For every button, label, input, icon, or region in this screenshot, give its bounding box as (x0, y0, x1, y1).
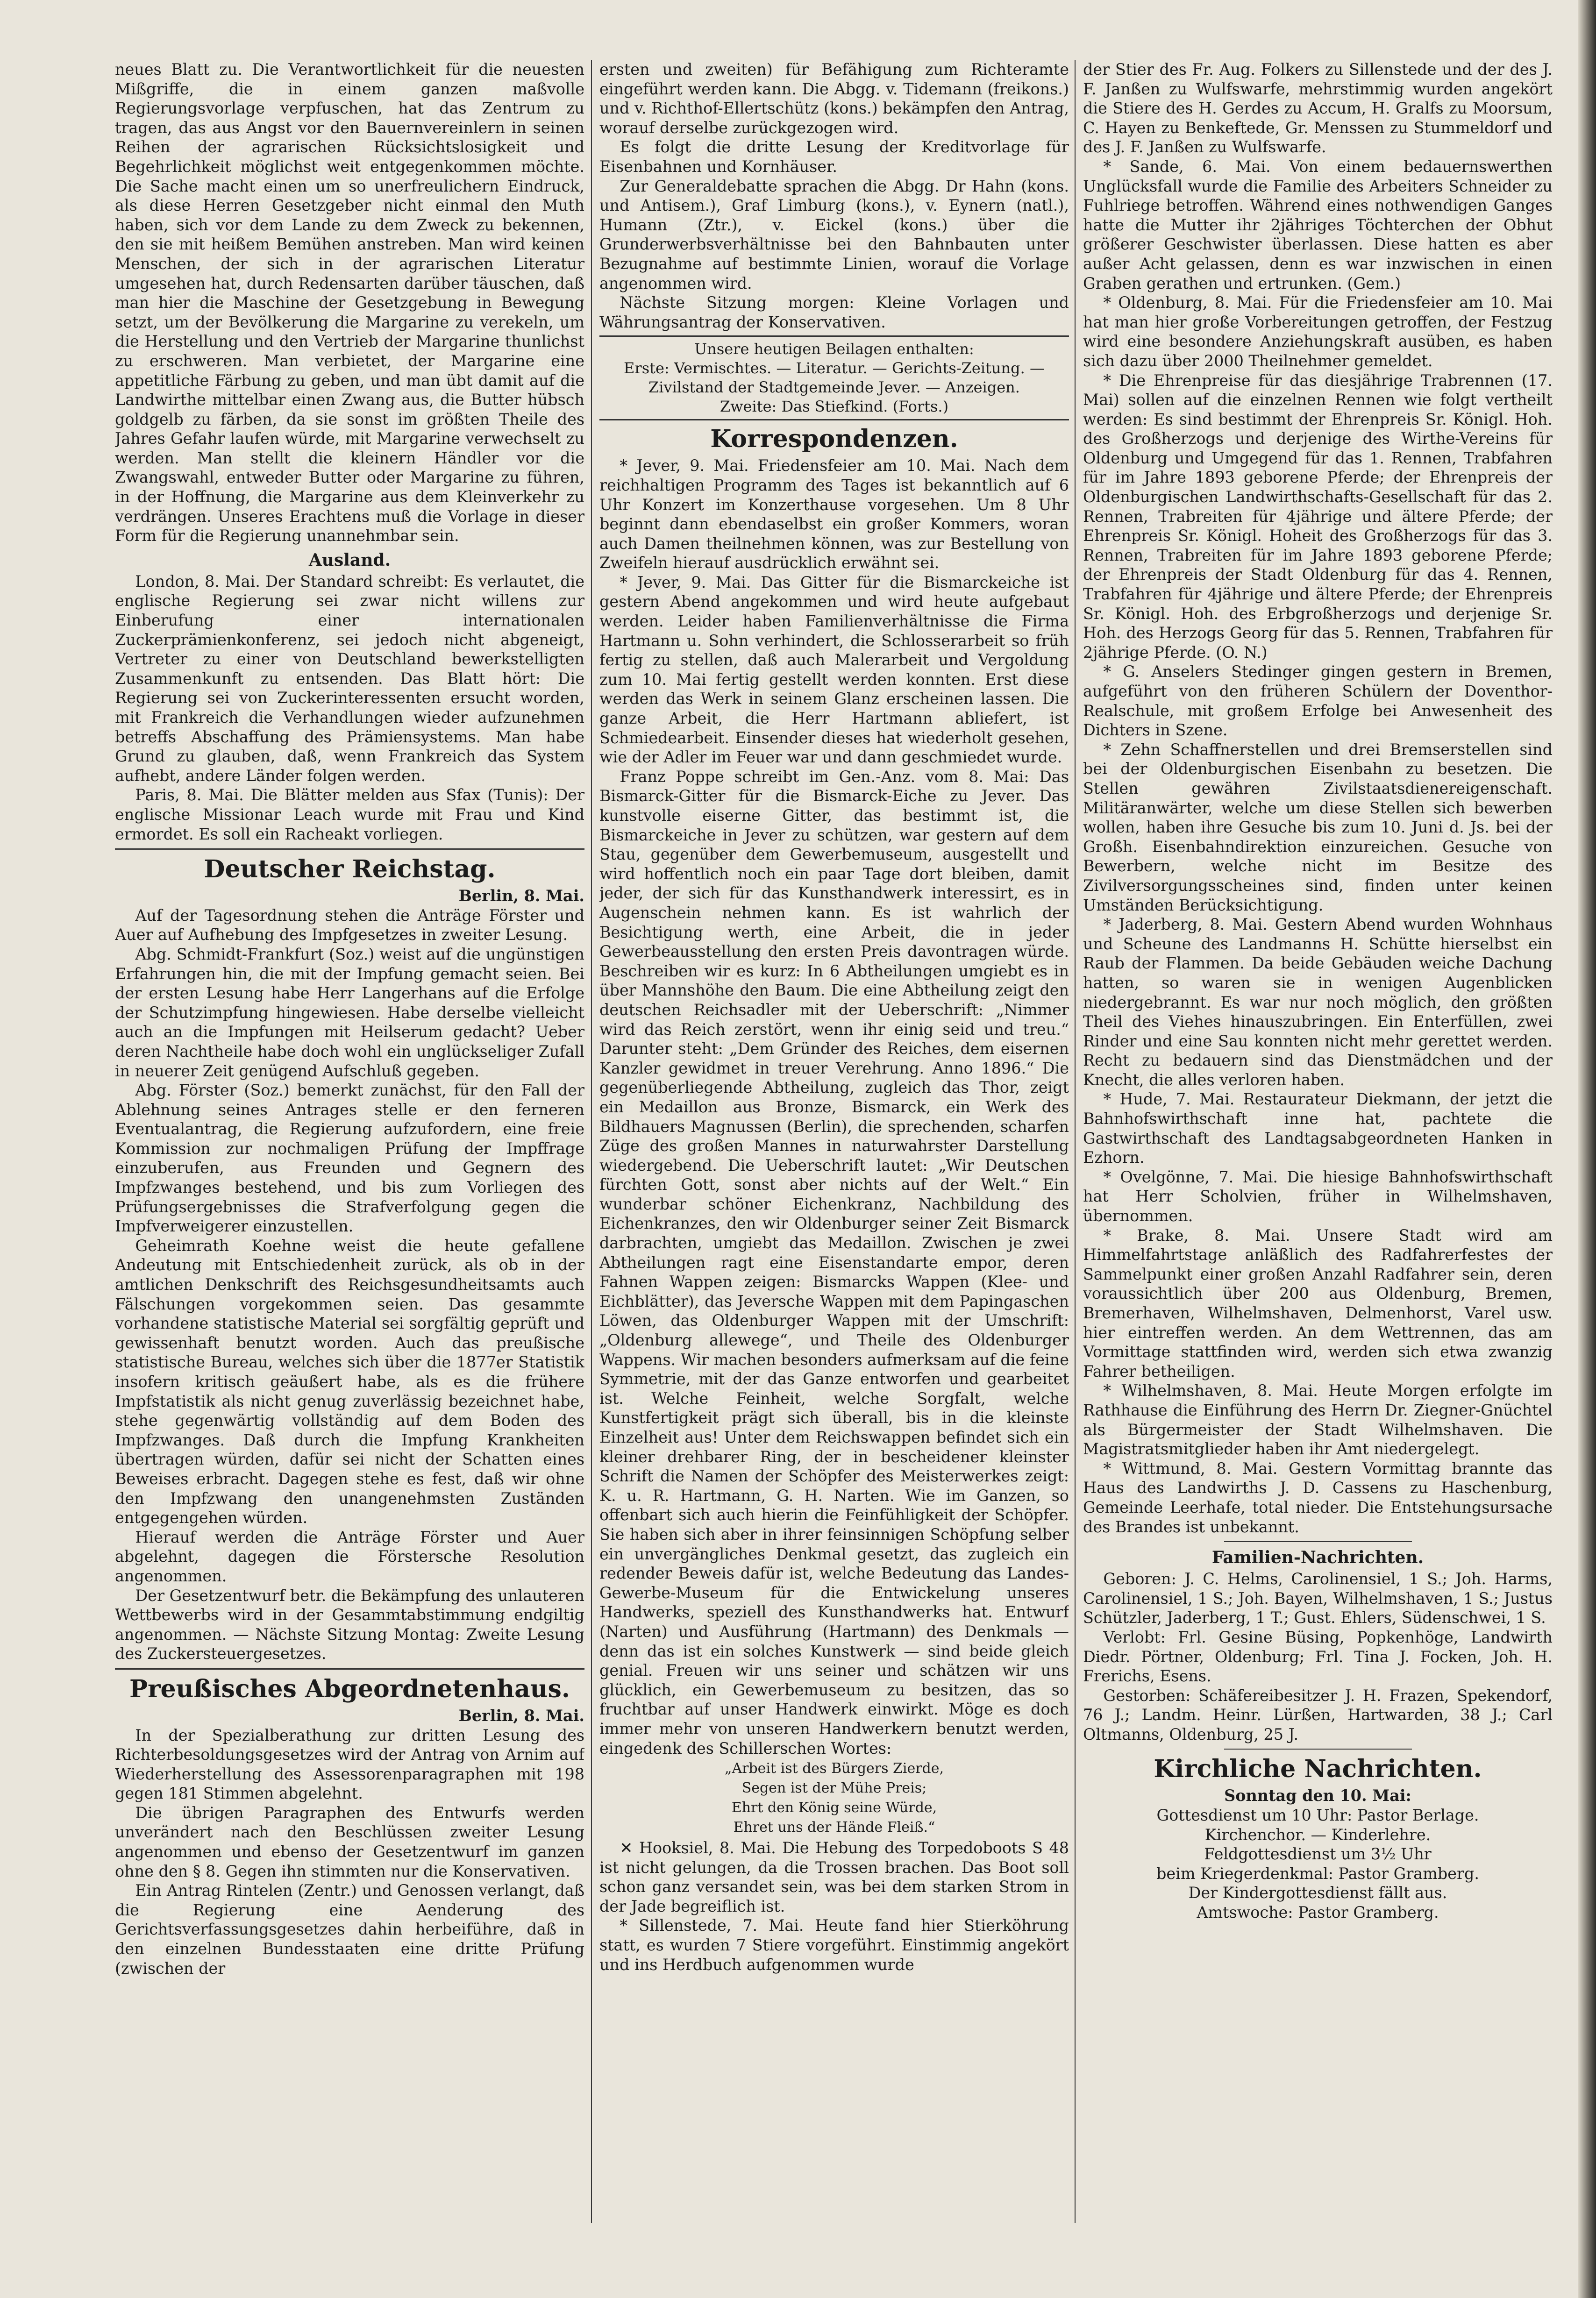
dateline: Berlin, 8. Mai. (458, 887, 584, 905)
verse-line: „Arbeit ist des Bürgers Zierde, (724, 1760, 944, 1777)
article-ovelgoenne: * Ovelgönne, 7. Mai. Die hiesige Bahnhofswirthschaft hat Herr Scholvien, früher in Wilhelmshaven, übernommen. (1083, 1167, 1553, 1225)
article-bismarck-gitter: Franz Poppe schreibt im Gen.-Anz. vom 8. Mai: Das Bismarck-Gitter für die Bismarck-Eiche zu Jever. Das kunstvolle eiserne Gitter, das bestimmt ist, die Bismarckeiche in Jever zu schützen, war gestern auf dem Stau, gegenüber dem Gewerbemuseum, ausgestellt und wird hoffentlich noch ein paar Tage dort bleiben, damit jeder, der sich für das Kunsthandwerk interessirt, es in Augenschein nehmen kann. Es ist wahrlich der Besichtigung werth, eine Arbeit, die in jeder Gewerbeausstellung den ersten Preis davontragen würde. Beschreiben wir es kurz: In 6 Abtheilungen umgiebt es in über Mannshöhe den Baum. Die eine Abtheilung zeigt den deutschen Reichsadler mit der Ueberschrift: „Nimmer wird das Reich zerstört, wenn ihr einig seid und treu.“ Darunter steht: „Dem Gründer des Reiches, dem eisernen Kanzler gewidmet in treuer Verehrung. Anno 1896.“ Die gegenüberliegende Abtheilung, zugleich das Thor, zeigt ein Medaillon aus Bronze, Bismarck, ein Werk des Bildhauers Magnussen (Berlin), die sprechenden, scharfen Züge des großen Mannes in naturwahrster Darstellung wiedergebend. Die Ueberschrift lautet: „Wir Deutschen fürchten Gott, sonst aber nichts auf der Welt.“ Ein wunderbar schöner Eichenkranz, Nachbildung des Eichenkranzes, den wir Oldenburger seiner Zeit Bismarck darbrachten, umgiebt das Medaillon. Zwischen je zwei Abtheilungen ragt eine Eisenstandarte empor, deren Fahnen Wappen zeigen: Bismarcks Wappen (Klee- und Eichblätter), das Jeversche Wappen mit dem Papingaschen Löwen, das Oldenburger Wappen mit der Umschrift: „Oldenburg allewege“, und Theile des Oldenburger Wappens. Wir machen besonders aufmerksam auf die feine Symmetrie, mit der das Ganze entworfen und gearbeitet ist. Welche Feinheit, welche Sorgfalt, welche Kunstfertigkeit prägt sich überall, bis in die kleinste Einzelheit aus! Unter dem Reichswappen befindet sich ein kleiner drehbarer Ring, der in bescheidener kleinster Schrift die Namen der Schöpfer des Meisterwerkes zeigt: K. u. R. Hartmann, G. H. Narten. Wie im Ganzen, so offenbart sich auch hierin die Feinfühligkeit der Schöpfer. Sie haben sich aber in ihrer feinsinnigen Schöpfung selber ein unvergängliches Denkmal gesetzt, das zugleich ein redender Beweis dafür ist, welche Bedeutung das Landes-Gewerbe-Museum für die Entwickelung unseres Handwerks, speziell des Kunsthandwerks hat. Entwurf (Narten) und Ausführung (Hartmann) des Denkmals — denn das ist ein solches Kunstwerk — sind beide gleich genial. Freuen wir uns seiner und schätzen wir uns glücklich, ein Gewerbemuseum zu besitzen, das so fruchtbar auf unser Handwerk einwirkt. Möge es doch immer mehr von unseren Handwerkern benutzt werden, eingedenk des Schillerschen Wortes: (599, 767, 1069, 1757)
supplements-line: Zweite: Das Stiefkind. (Forts.) (720, 398, 949, 416)
article-hude: * Hude, 7. Mai. Restaurateur Diekmann, der jetzt die Bahnhofswirthschaft inne hat, pachtete die Gastwirthschaft des Landtagsabgeordneten Hanken in Ezhorn. (1083, 1090, 1553, 1167)
article-paragraph: Es folgt die dritte Lesung der Kreditvorlage für Eisenbahnen und Kornhäuser. (599, 138, 1069, 176)
article-paragraph: Die übrigen Paragraphen des Entwurfs werden unverändert nach den Beschlüssen zweiter Lesung angenommen und ebenso der Gesetzentwurf im ganzen ohne den § 8. Gegen ihn stimmten nur die Konservativen. (115, 1803, 584, 1880)
article-paragraph: Auf der Tagesordnung stehen die Anträge Förster und Auer auf Aufhebung des Impfgesetzes in zweiter Lesung. (115, 906, 584, 944)
section-heading-kirche: Kirchliche Nachrichten. (1154, 1755, 1482, 1784)
supplements-line: Erste: Vermischtes. — Literatur. — Gerichts-Zeitung. — (624, 359, 1045, 377)
column-1 (115, 60, 584, 2274)
church-line: Der Kindergottesdienst fällt aus. (1188, 1884, 1447, 1902)
article-wilhelmshaven: * Wilhelmshaven, 8. Mai. Heute Morgen erfolgte im Rathhause die Einführung des Herrn Dr. Ziegner-Gnüchtel als Bürgermeister der Stadt Wilhelmshaven. Die Magistratsmitglieder haben ihr Amt niedergelegt. (1083, 1381, 1553, 1458)
family-engaged: Verlobt: Frl. Gesine Büsing, Popkenhöge, Landwirth Diedr. Pörtner, Oldenburg; Frl. Tina J. Focken, Joh. H. Frerichs, Esens. (1083, 1628, 1553, 1686)
supplements-title: Unsere heutigen Beilagen enthalten: (694, 340, 974, 358)
section-heading-abgeordnetenhaus: Preußisches Abgeordnetenhaus. (129, 1674, 570, 1703)
article-ehrenpreise: * Die Ehrenpreise für das diesjährige Trabrennen (17. Mai) sollen auf die einzelnen Rennen wie folgt vertheilt werden: Es sind bestimmt der Ehrenpreis Sr. Königl. Hoh. des Großherzogs und derjenige des Wirthe-Vereins für Oldenburg und Umgegend für das 1. Rennen, Trabfahren für im Jahre 1893 geborene Pferde; der Ehrenpreis der Oldenburgischen Landwirthschafts-Gesellschaft für das 2. Rennen, Trabreiten für 4jährige und ältere Pferde; der Ehrenpreis Sr. Königl. Hoheit des Großherzogs für das 3. Rennen, Trabreiten für im Jahre 1893 geborene Pferde; der Ehrenpreis der Stadt Oldenburg für das 4. Rennen, Trabfahren für 4jährige und ältere Pferde; der Ehrenpreis Sr. Königl. Hoh. des Erbgroßherzogs und derjenige Sr. Hoh. des Herzogs Georg für das 5. Rennen, Trabfahren für 2jährige Pferde. (O. N.) (1083, 371, 1553, 662)
verse-line: Segen ist der Mühe Preis; (741, 1780, 927, 1797)
article-paris: Paris, 8. Mai. Die Blätter melden aus Sfax (Tunis): Der englische Missionar Leach wurde mit Frau und Kind ermordet. Es soll ein Racheakt vorliegen. (115, 786, 584, 843)
church-line: Amtswoche: Pastor Gramberg. (1197, 1903, 1439, 1922)
article-jaderberg: * Jaderberg, 8. Mai. Gestern Abend wurden Wohnhaus und Scheune des Landmanns H. Schütte hierselbst ein Raub der Flammen. Da beide Gebäuden weiche Dachung hatten, so waren sie in wenigen Augenblicken niedergebrannt. Es war nur noch möglich, den größten Theil des Viehes hinauszubringen. Ein Enterfüllen, zwei Rinder und eine Sau konnten nicht mehr gerettet werden. Recht zu bedauern sind das Dienstmädchen und der Knecht, die alles verloren haben. (1083, 915, 1553, 1089)
divider (115, 848, 584, 850)
church-line: Kirchenchor. — Kinderlehre. (1204, 1825, 1431, 1844)
divider (1224, 1749, 1412, 1750)
divider (115, 1668, 584, 1670)
article-paragraph: Nächste Sitzung morgen: Kleine Vorlagen und Währungsantrag der Konservativen. (599, 293, 1069, 331)
section-heading-reichstag: Deutscher Reichstag. (204, 855, 496, 884)
church-date (1083, 1786, 1553, 1806)
article-sande: * Sande, 6. Mai. Von einem bedauernswerthen Unglücksfall wurde die Familie des Arbeiters Schneider zu Fuhlriege betroffen. Während eines nothwendigen Ganges hatte die Mutter ihr 2jähriges Töchterchen der Obhut größerer Geschwister überlassen. Diese hatten es aber außer Acht gelassen, denn es war inzwischen in einen Graben gerathen und ertrunken. (Gem.) (1083, 157, 1553, 292)
article-hooksiel: ✕ Hooksiel, 8. Mai. Die Hebung des Torpedoboots S 48 ist nicht gelungen, da die Trossen brachen. Das Boot soll schon ganz versandet sein, was bei dem starken Strom in der Jade begreiflich ist. (599, 1839, 1069, 1915)
article-schaffnerstellen: * Zehn Schaffnerstellen und drei Bremserstellen sind bei der Oldenburgischen Eisenbahn zu besetzen. Die Stellen gewähren Zivilstaatsdienereigenschaft. Militäranwärter, welche um diese Stellen sich bewerben wollen, haben ihre Gesuche bis zum 10. Juni d. Js. bei der Großh. Eisenbahndirektion einzureichen. Gesuche von Bewerbern, welche nicht im Besitze des Zivilversorgungsscheines sind, finden unter keinen Umständen Berücksichtigung. (1083, 740, 1553, 914)
article-paragraph: Abg. Förster (Soz.) bemerkt zunächst, für den Fall der Ablehnung seines Antrages stelle er den ferneren Eventualantrag, die Regierung aufzufordern, eine freie Kommission zur nochmaligen Prüfung der Impffrage einzuberufen, aus Freunden und Gegnern des Impfzwanges bestehend, und bis zum Vorliegen des Prüfungsergebnisses die Strafverfolgung gegen die Impfverweigerer einzustellen. (115, 1081, 584, 1236)
church-date-text: Sonntag den 10. Mai: (1224, 1786, 1411, 1805)
article-paragraph: Geheimrath Koehne weist die heute gefallene Andeutung mit Entschiedenheit zurück, als ob in der amtlichen Denkschrift des Reichsgesundheitsamts auch Fälschungen vorgekommen seien. Das gesammte vorhandene statistische Material sei sorgfältig geprüft und gewissenhaft benutzt worden. Auch das preußische statistische Bureau, welches sich über die 1877er Statistik insofern kritisch geäußert habe, als es die frühere Impfstatistik als nicht genug zuverlässig bezeichnet habe, stehe gegenwärtig vollständig auf dem Boden des Impfzwanges. Daß durch die Impfung Krankheiten übertragen würden, dafür sei nicht der Schatten eines Beweises erbracht. Dagegen stehe es fest, daß wir ohne den Impfzwang den unangenehmsten Zuständen entgegengehen würden. (115, 1236, 584, 1527)
family-born: Geboren: J. C. Helms, Carolinensiel, 1 S.; Joh. Harms, Carolinensiel, 1 S.; Joh. Bayen, Wilhelmshaven, 1 S.; Justus Schützler, Jaderberg, 1 T.; Gust. Ehlers, Südenschwei, 1 S. (1083, 1570, 1553, 1627)
verse-line: Ehrt den König seine Würde, (731, 1800, 937, 1816)
article-stedinger: * G. Anselers Stedinger gingen gestern in Bremen, aufgeführt von den früheren Schülern der Doventhor-Realschule, mit großem Erfolge bei Anwesenheit des Dichters in Szene. (1083, 662, 1553, 740)
column-2 (599, 60, 1069, 2274)
column-3 (1083, 60, 1553, 2274)
article-paragraph: Abg. Schmidt-Frankfurt (Soz.) weist auf die ungünstigen Erfahrungen hin, die mit der Impfung gemacht seien. Bei der ersten Lesung habe Herr Langerhans auf die Erfolge der Schutzimpfung hingewiesen. Habe derselbe vielleicht auch an die Impfungen mit Heilserum gedacht? Ueber deren Nachtheile habe doch wohl ein unglückseliger Zufall in neuerer Zeit genügend Aufschluß gegeben. (115, 945, 584, 1080)
article-london: London, 8. Mai. Der Standard schreibt: Es verlautet, die englische Regierung sei zwar nicht willens zur Einberufung einer internationalen Zuckerprämienkonferenz, sei jedoch nicht abgeneigt, Vertreter zu einer von Deutschland bewerkstelligten Zusammenkunft zu entsenden. Das Blatt hört: Die Regierung sei von Zuckerinteressenten ersucht worden, mit Frankreich die Verhandlungen wieder aufzunehmen betreffs Abschaffung des Prämiensystems. Man habe Grund zu glauben, daß, wenn Frankreich das System aufhebt, andere Länder folgen werden. (115, 572, 584, 785)
article-paragraph: Ein Antrag Rintelen (Zentr.) und Genossen verlangt, daß die Regierung eine Aenderung des Gerichtsverfassungsgesetzes dahin herbeiführe, daß in den einzelnen Bundesstaaten eine dritte Prüfung (zwischen der (115, 1881, 584, 1978)
column-rule-1 (591, 60, 592, 2223)
article-jever-feier: * Jever, 9. Mai. Friedensfeier am 10. Mai. Nach dem reichhaltigen Programm des Tages ist bekanntlich auf 6 Uhr Konzert im Konzerthause vorgesehen. Um 8 Uhr beginnt dann ebendaselbst ein großer Kommers, woran auch Damen theilnehmen können, was zur Bestellung von Zweifeln hierauf ausdrücklich erwähnt sei. (599, 456, 1069, 572)
article-paragraph: ersten und zweiten) für Befähigung zum Richteramte eingeführt werden kann. Die Abgg. v. Tidemann (freikons.) und v. Richthof-Ellertschütz (kons.) bekämpfen den Antrag, worauf derselbe zurückgezogen wird. (599, 60, 1069, 137)
article-paragraph: Hierauf werden die Anträge Förster und Auer abgelehnt, dagegen die Förstersche Resolution angenommen. (115, 1528, 584, 1585)
section-heading-familien: Familien-Nachrichten. (1211, 1548, 1424, 1568)
article-paragraph: neues Blatt zu. Die Verantwortlichkeit für die neuesten Mißgriffe, die in einem ganzen maßvolle Regierungsvorlage verpfuschen, hat das Zentrum zu tragen, das aus Angst vor den Bauernvereinlern in seinen Reihen der agrarischen Rücksichtslosigkeit und Begehrlichkeit möglichst weit entgegenkommen möchte. Die Sache macht einen um so unerfreulichern Eindruck, als diese Herren Gesetzgeber nicht einmal den Muth haben, sich vor dem Lande zu dem Zweck zu bekennen, den sie mit heißem Bemühen anstreben. Man wird keinen Menschen, der sich in der agrarischen Literatur umgesehen hat, durch Redensarten darüber täuschen, daß man hier die Maschine der Gesetzgebung in Bewegung setzt, um der Bevölkerung die Margarine zu verekeln, um die Herstellung und den Vertrieb der Margarine thunlichst zu erschweren. Man verbietet, der Margarine eine appetitliche Färbung zu geben, und man übt damit auf die Landwirthe mittelbar einen Zwang aus, die Butter hübsch goldgelb zu färben, da sie sonst im größten Theile des Jahres Gefahr laufen würde, mit Margarine verwechselt zu werden. Man stellt die kleinern Händler vor die Zwangswahl, entweder Butter oder Margarine zu führen, in der Hoffnung, die Margarine aus dem Kleinverkehr zu verdrängen. Unseres Erachtens muß die Vorlage in dieser Form für die Regierung unannehmbar sein. (115, 60, 584, 545)
article-paragraph: Zur Generaldebatte sprachen die Abgg. Dr Hahn (kons. und Antisem.), Graf Limburg (kons.), v. Eynern (natl.), Humann (Ztr.), v. Eickel (kons.) über die Grunderwerbsverhältnisse bei den Bahnbauten unter Bezugnahme auf bestimmte Linien, worauf die Vorlage angenommen wird. (599, 177, 1069, 292)
verse-line: Ehret uns der Hände Fleiß.“ (733, 1819, 935, 1836)
article-wittmund: * Wittmund, 8. Mai. Gestern Vormittag brannte das Haus des Landwirths J. D. Cassens zu Haschenburg, Gemeinde Leerhafe, total nieder. Die Entstehungsursache des Brandes ist unbekannt. (1083, 1459, 1553, 1536)
column-rule-2 (1075, 60, 1076, 2223)
article-jever-gitter: * Jever, 9. Mai. Das Gitter für die Bismarckeiche ist gestern Abend angekommen und wird heute aufgebaut werden. Leider haben Familienverhältnisse die Firma Hartmann u. Sohn verhindert, die Schlosserarbeit so früh fertig zu stellen, daß auch Malerarbeit und Vergoldung zum 10. Mai fertig gestellt werden konnten. Erst diese werden das Werk in seinem Glanz erscheinen lassen. Die ganze Arbeit, die Herr Hartmann abliefert, ist Schmiedearbeit. Einsender dieses hat wiederholt gesehen, wie der Adler im Feuer war und dann geschmiedet wurde. (599, 573, 1069, 767)
article-brake: * Brake, 8. Mai. Unsere Stadt wird am Himmelfahrtstage anläßlich des Radfahrerfestes der Sammelpunkt einer großen Anzahl Radfahrer sein, deren voraussichtlich über 200 aus Oldenburg, Bremen, Bremerhaven, Wilhelmshaven, Delmenhorst, Varel usw. hier eintreffen werden. An dem Wettrennen, das am Vormittage stattfinden wird, werden sich etwa zwanzig Fahrer betheiligen. (1083, 1226, 1553, 1380)
article-paragraph: der Stier des Fr. Aug. Folkers zu Sillenstede und der des J. F. Janßen zu Wulfswarfe, mehrstimmig wurden angekört die Stiere des H. Gerdes zu Accum, H. Gralfs zu Moorsum, C. Hayen zu Benkeftede, Gr. Menssen zu Stummeldorf und des J. F. Janßen zu Wulfswarfe. (1083, 60, 1553, 157)
article-paragraph: Der Gesetzentwurf betr. die Bekämpfung des unlauteren Wettbewerbs wird in der Gesammtabstimmung endgiltig angenommen. — Nächste Sitzung Montag: Zweite Lesung des Zuckersteuergesetzes. (115, 1586, 584, 1663)
article-sillenstede: * Sillenstede, 7. Mai. Heute fand hier Stierköhrung statt, es wurden 7 Stiere vorgeführt. Einstimmig angekört und ins Herdbuch aufgenommen wurde (599, 1916, 1069, 1974)
church-line: beim Kriegerdenkmal: Pastor Gramberg. (1156, 1864, 1479, 1883)
article-oldenburg: * Oldenburg, 8. Mai. Für die Friedensfeier am 10. Mai hat man hier große Vorbereitungen getroffen, der Festzug wird eine besondere Anziehungskraft ausüben, es haben sich dazu über 2000 Theilnehmer gemeldet. (1083, 293, 1553, 370)
page-binding-edge (1578, 0, 1596, 2298)
section-heading-korrespondenzen: Korrespondenzen. (710, 425, 958, 454)
article-paragraph: In der Spezialberathung zur dritten Lesung des Richterbesoldungsgesetzes wird der Antrag von Arnim auf Wiederherstellung des Assessorenparagraphen mit 198 gegen 181 Stimmen abgelehnt. (115, 1726, 584, 1803)
family-died: Gestorben: Schäfereibesitzer J. H. Frazen, Spekendorf, 76 J.; Landm. Heinr. Lürßen, Hartwarden, 38 J.; Carl Oltmanns, Oldenburg, 25 J. (1083, 1686, 1553, 1743)
church-line: Feldgottesdienst um 3½ Uhr (1204, 1845, 1432, 1864)
divider (1224, 1541, 1412, 1542)
supplements-box (599, 335, 1069, 420)
supplements-line: Zivilstand der Stadtgemeinde Jever. — Anzeigen. (648, 378, 1020, 397)
schiller-verse (599, 1760, 1069, 1836)
church-line: Gottesdienst um 10 Uhr: Pastor Berlage. (1156, 1806, 1479, 1825)
section-heading-ausland: Ausland. (308, 550, 391, 570)
dateline: Berlin, 8. Mai. (458, 1706, 584, 1725)
